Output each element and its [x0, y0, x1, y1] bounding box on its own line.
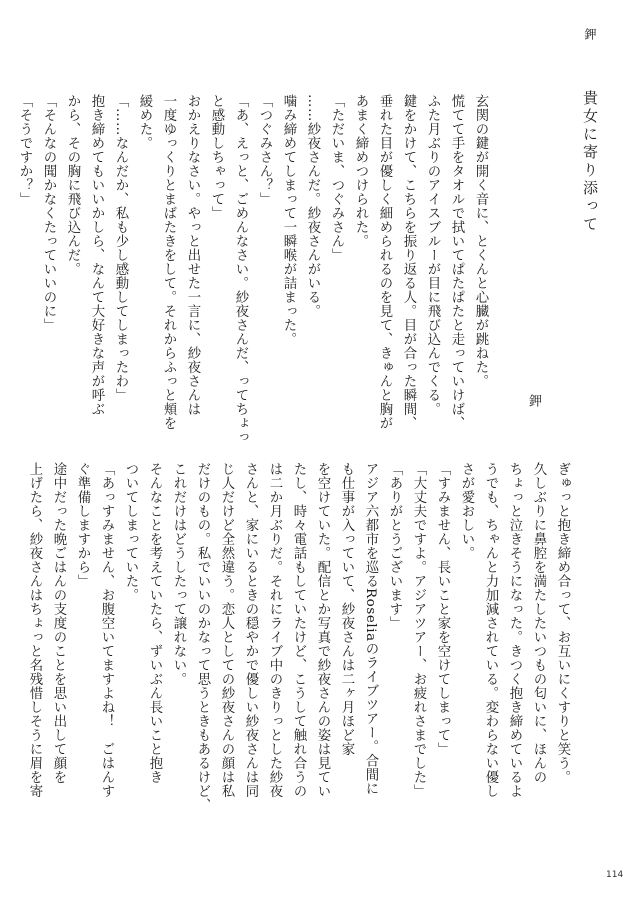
text-line: 慌てて手をタオルで拭いてぱたぱたと走っていけば、 — [449, 94, 464, 430]
text-line: あまく締めつけられた。 — [353, 94, 368, 248]
text-line: を空けていた。配信とか写真で紗夜さんの姿は見てい — [315, 462, 330, 798]
text-line: 一度ゆっくりとまばたきをして。それからふっと頬を — [161, 94, 176, 430]
text-line: 「つぐみさん？」 — [257, 94, 272, 206]
text-line: も仕事が入っていて、紗夜さんは二ヶ月ほど家 — [339, 462, 354, 756]
text-line: 抱き締めてもいいかしら、なんて大好きな声が呼ぶ — [89, 94, 104, 416]
text-line: 「ありがとうございます」 — [387, 462, 402, 630]
text-block-top — [17, 94, 492, 460]
text-line: 「ただいま、つぐみさん」 — [329, 94, 344, 262]
text-line: ふた月ぶりのアイスブルーが目に飛び込んでくる。 — [425, 94, 440, 416]
text-line: じ人だけど全然違う。恋人としての紗夜さんの顔は私 — [219, 462, 234, 798]
text-line: 「大丈夫ですよ。アジアツアー、お疲れさまでした」 — [411, 462, 426, 798]
text-line: 「そんなの聞かなくたっていいのに」 — [41, 94, 56, 332]
text-line: 上げたら、紗夜さんはちょっと名残惜しそうに眉を寄 — [27, 462, 42, 798]
text-line: 「あ、えっと、ごめんなさい。紗夜さんだ、ってちょっ — [233, 94, 248, 444]
text-line: ちょっと泣きそうになった。きつく抱き締めているよ — [507, 462, 522, 798]
text-line: さんと、家にいるときの穏やかで優しい紗夜さんは同 — [243, 462, 258, 798]
text-line: 垂れた目が優しく細められるのを見て、きゅんと胸が — [377, 94, 392, 430]
text-line: 「そうですか？」 — [17, 94, 32, 206]
text-line: は二か月ぶりだ。それにライブ中のきりっとした紗夜 — [267, 462, 282, 798]
story-title: 貴女に寄り添って — [581, 90, 599, 234]
author-name: 鉀 — [526, 394, 541, 409]
text-line: 久しぶりに鼻腔を満たしたいつもの匂いに、ほんの — [531, 462, 546, 784]
text-line: 途中だった晩ごはんの支度のことを思い出して顔を — [51, 462, 66, 784]
text-line: 噛み締めてしまって一瞬喉が詰まった。 — [281, 94, 296, 346]
running-head: 鉀 — [583, 28, 597, 42]
text-line: 「あっすみません、お腹空いてますよね！ ごはんす — [99, 462, 114, 798]
text-line: ぐ準備しますから」 — [75, 462, 90, 588]
text-line: 緩めた。 — [137, 94, 152, 150]
text-line: だけのもの。私でいいのかなって思うときもあるけど、 — [195, 462, 210, 812]
text-line: 鍵をかけて、こちらを振り返る人。目が合った瞬間、 — [401, 94, 416, 430]
text-line: ついてしまっていた。 — [123, 462, 138, 602]
text-line: 「……なんだか、私も少し感動してしまったわ」 — [113, 94, 128, 402]
text-line: さが愛おしい。 — [459, 462, 474, 560]
text-line: から、その胸に飛び込んだ。 — [65, 94, 80, 276]
text-line: 「すみません、長いこと家を空けてしまって」 — [435, 462, 450, 756]
text-line: アジア六都市を巡るRoseliaのライブツアー。合間に — [363, 462, 378, 796]
text-line: 玄関の鍵が開く音に、とくんと心臓が跳ねた。 — [473, 94, 488, 388]
text-line: たし、時々電話もしていたけど、こうして触れ合うの — [291, 462, 306, 798]
text-line: これだけはどうしたって譲れない。 — [171, 462, 186, 686]
text-line: ……紗夜さんだ。紗夜さんがいる。 — [305, 94, 320, 318]
text-block-bottom — [27, 462, 574, 842]
text-line: ぎゅっと抱き締め合って、お互いにくすりと笑う。 — [555, 462, 570, 784]
page-number: 114 — [606, 870, 624, 880]
text-line: おかえりなさい。やっと出せた一言に、紗夜さんは — [185, 94, 200, 416]
text-line: うでも、ちゃんと力加減されている。変わらない優し — [483, 462, 498, 798]
text-line: そんなことを考えていたら、ずいぶん長いこと抱き — [147, 462, 162, 784]
text-line: と感動しちゃって」 — [209, 94, 224, 220]
